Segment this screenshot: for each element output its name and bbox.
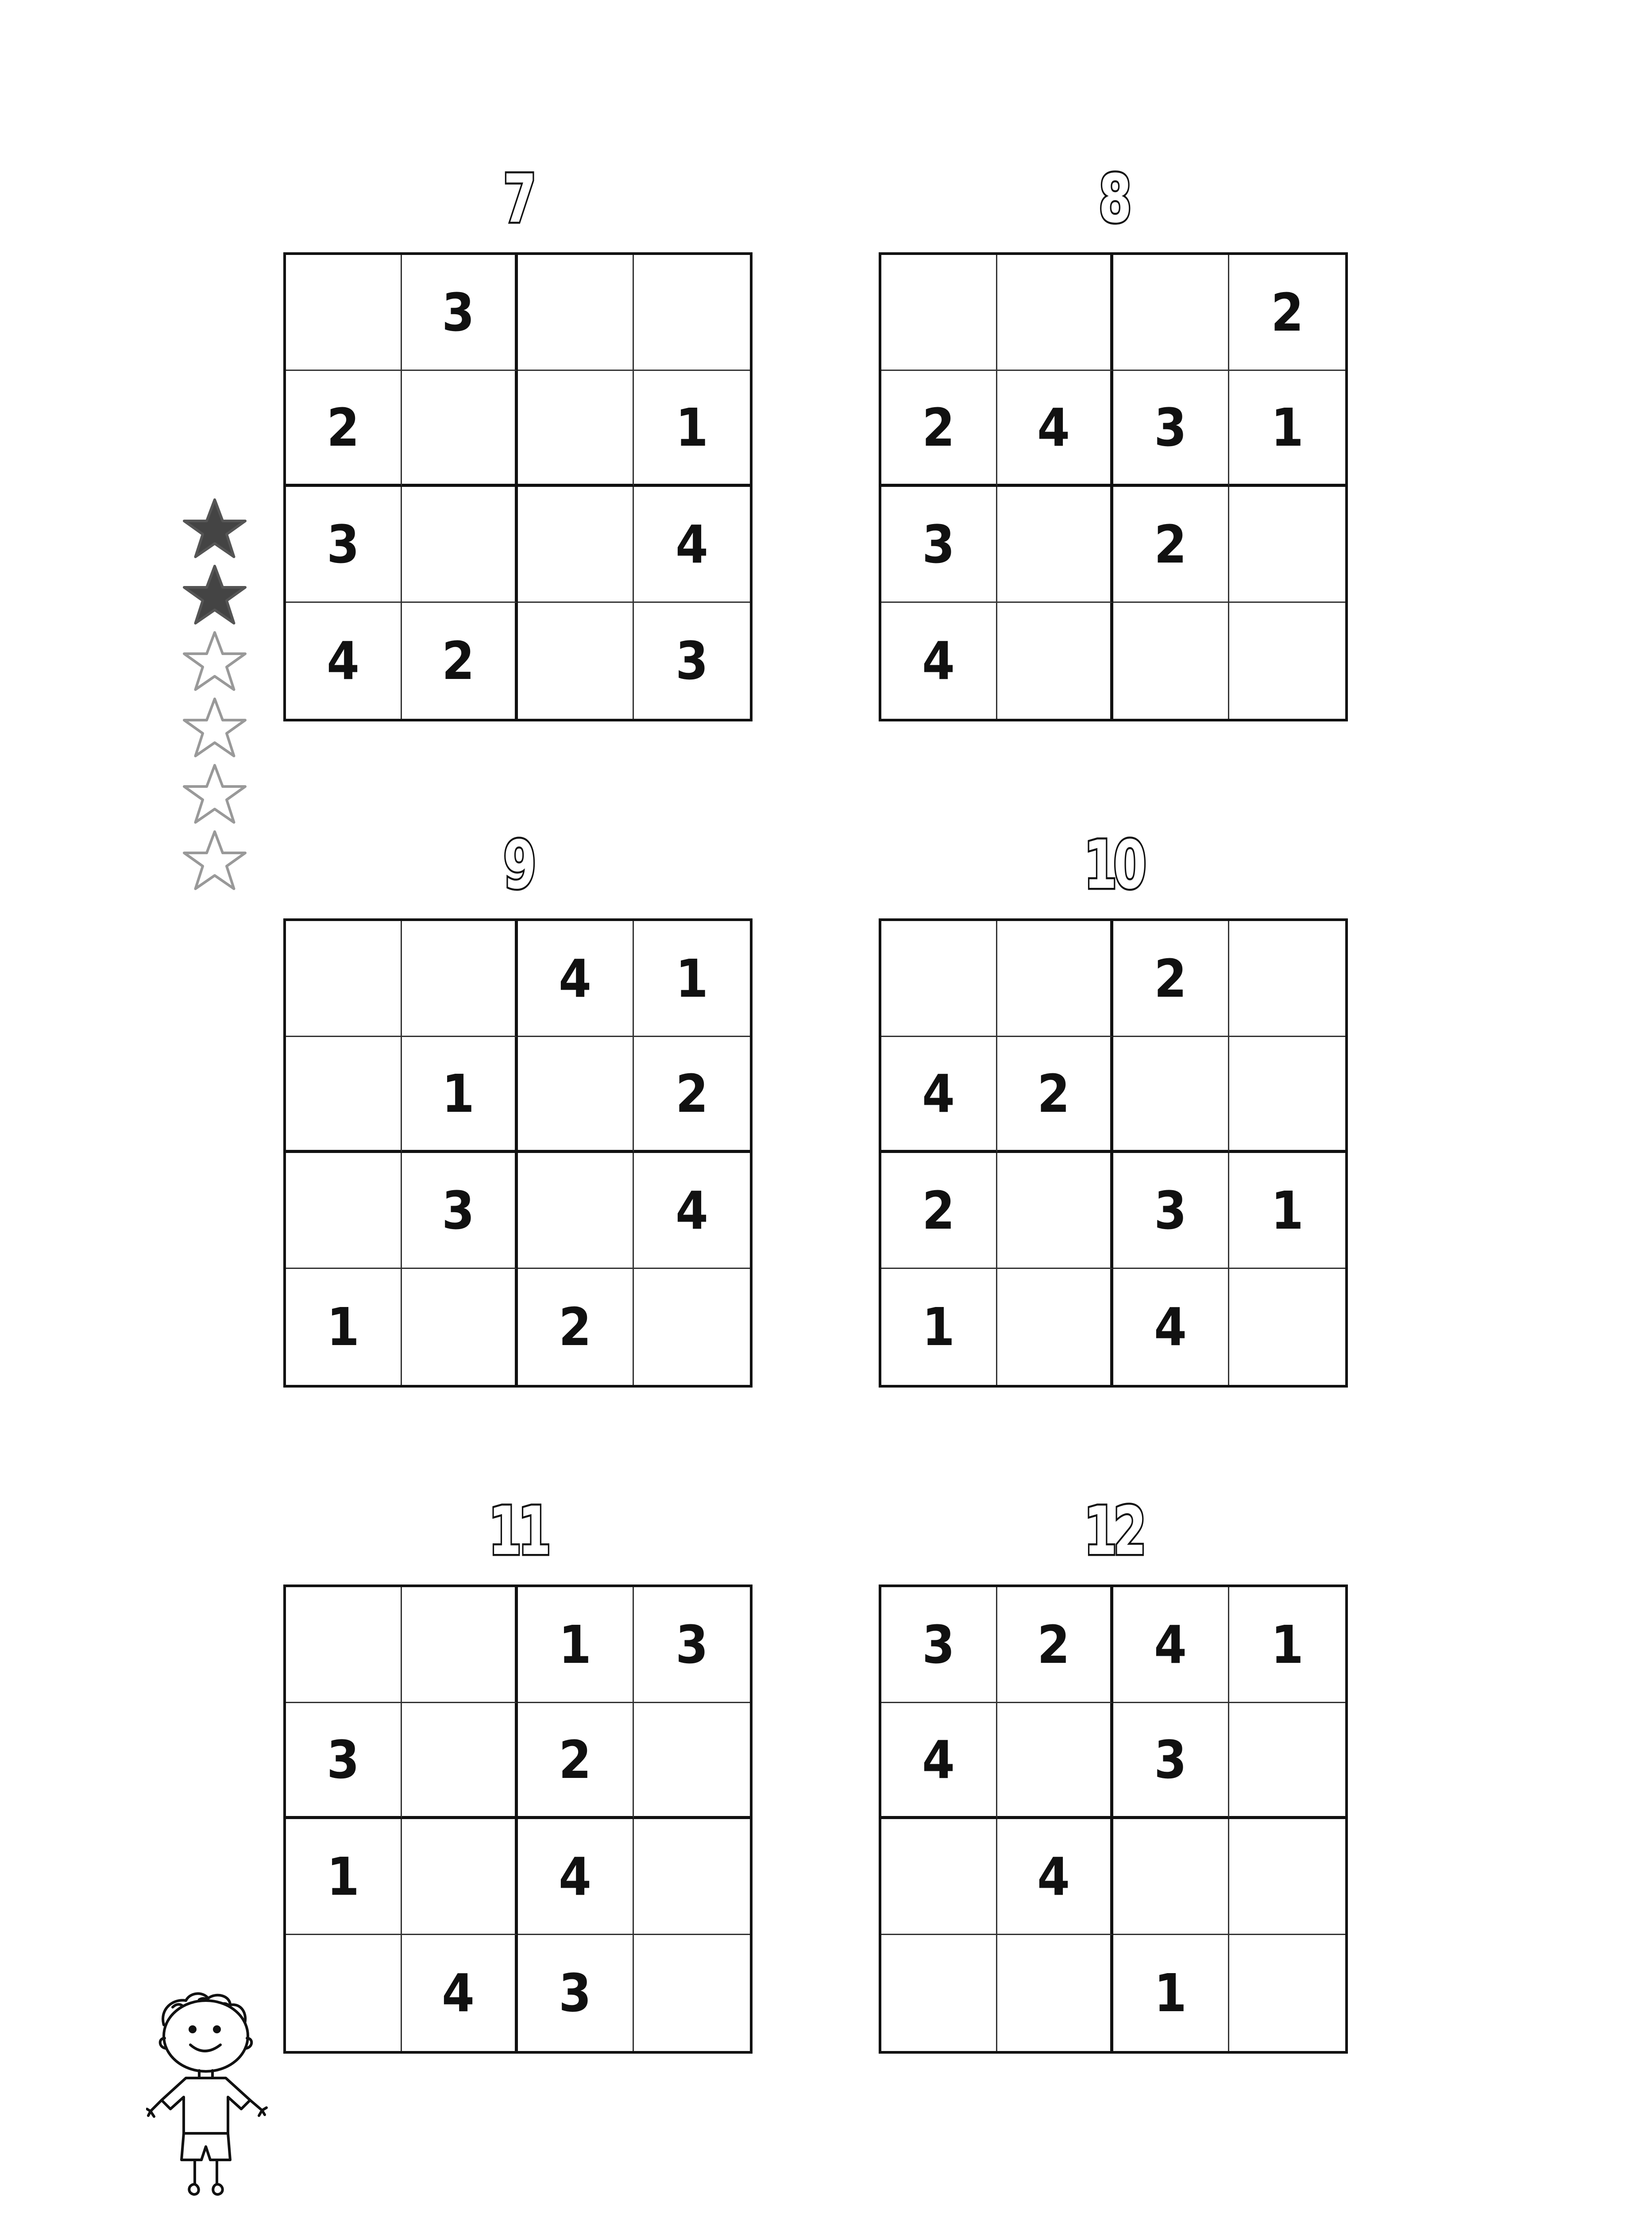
sudoku-grid [283,252,753,721]
grid-cell[interactable] [997,603,1113,719]
cell-digit: 3 [675,1614,708,1675]
puzzle-number: 11 [488,1493,548,1570]
sudoku-grid [283,1585,753,2054]
cell-digit: 3 [559,1962,592,2024]
grid-cell[interactable] [1113,1703,1229,1819]
puzzle-number: 12 [1084,1493,1143,1570]
sudoku-grid [879,918,1348,1388]
grid-cell[interactable] [518,603,634,719]
grid-cell[interactable] [518,487,634,603]
star-icon [181,628,248,695]
cell-digit: 1 [675,948,708,1009]
grid-cell[interactable] [997,487,1113,603]
grid-cell[interactable] [634,1935,750,2051]
grid-cell[interactable] [1229,487,1345,603]
cell-digit: 2 [442,630,475,691]
grid-cell[interactable] [286,603,402,719]
cell-digit: 1 [1271,1180,1304,1241]
cell-digit: 4 [1154,1614,1187,1675]
cell-digit: 1 [327,1846,360,1907]
grid-cell[interactable] [1229,921,1345,1037]
cell-digit: 3 [1154,1180,1187,1241]
star-icon [181,695,248,761]
grid-cell[interactable] [634,603,750,719]
sudoku-grid [283,918,753,1388]
grid-cell[interactable] [1229,1269,1345,1385]
grid-cell[interactable] [634,371,750,487]
grid-cell[interactable] [634,1037,750,1153]
grid-cell[interactable] [402,603,518,719]
grid-cell[interactable] [997,1819,1113,1935]
cell-digit: 2 [1037,1063,1070,1124]
grid-cell[interactable] [518,1587,634,1703]
cartoon-boy-icon [146,1983,292,2213]
grid-cell[interactable] [518,371,634,487]
puzzle-number: 9 [503,827,533,904]
cell-digit: 2 [1154,948,1187,1009]
cell-digit: 2 [922,1180,955,1241]
grid-cell[interactable] [286,1819,402,1935]
grid-cell[interactable] [881,1587,997,1703]
cell-digit: 3 [922,513,955,575]
grid-cell[interactable] [1113,1153,1229,1269]
cell-digit: 1 [1271,397,1304,458]
grid-cell[interactable] [1113,1587,1229,1703]
grid-cell[interactable] [881,1037,997,1153]
grid-cell[interactable] [997,1269,1113,1385]
cell-digit: 1 [1154,1962,1187,2024]
grid-cell[interactable] [1229,1037,1345,1153]
grid-cell[interactable] [997,1935,1113,2051]
puzzle-number: 10 [1084,827,1143,904]
cell-digit: 4 [559,1846,592,1907]
grid-cell[interactable] [997,1037,1113,1153]
cell-digit: 2 [675,1063,708,1124]
difficulty-rating [181,496,252,894]
cell-digit: 2 [1037,1614,1070,1675]
cell-digit: 3 [1154,397,1187,458]
grid-cell[interactable] [634,1819,750,1935]
grid-cell[interactable] [518,1819,634,1935]
grid-cell[interactable] [634,1703,750,1819]
grid-cell[interactable] [997,1153,1113,1269]
cell-digit: 1 [922,1296,955,1357]
cell-digit: 3 [327,1729,360,1790]
cell-digit: 3 [442,281,475,343]
grid-cell[interactable] [518,1153,634,1269]
cell-digit: 2 [327,397,360,458]
cell-digit: 3 [675,630,708,691]
grid-cell[interactable] [286,921,402,1037]
grid-cell[interactable] [881,1935,997,2051]
grid-cell[interactable] [1113,921,1229,1037]
cell-digit: 4 [675,513,708,575]
cell-digit: 4 [1037,1846,1070,1907]
cell-digit: 4 [1037,397,1070,458]
grid-cell[interactable] [1229,1935,1345,2051]
cell-digit: 4 [559,948,592,1009]
grid-cell[interactable] [634,1587,750,1703]
grid-cell[interactable] [881,255,997,371]
grid-cell[interactable] [286,255,402,371]
grid-cell[interactable] [1113,603,1229,719]
grid-cell[interactable] [286,1703,402,1819]
grid-cell[interactable] [1113,371,1229,487]
sudoku-grid [879,1585,1348,2054]
grid-cell[interactable] [634,921,750,1037]
star-icon [181,828,248,894]
grid-cell[interactable] [634,255,750,371]
grid-cell[interactable] [518,1935,634,2051]
cell-digit: 1 [559,1614,592,1675]
cell-digit: 3 [327,513,360,575]
grid-cell[interactable] [1229,603,1345,719]
grid-cell[interactable] [402,1935,518,2051]
grid-cell[interactable] [286,1587,402,1703]
grid-cell[interactable] [518,1037,634,1153]
grid-cell[interactable] [286,1037,402,1153]
cell-digit: 3 [1154,1729,1187,1790]
cell-digit: 4 [1154,1296,1187,1357]
grid-cell[interactable] [286,1153,402,1269]
cell-digit: 1 [442,1063,475,1124]
cell-digit: 2 [1271,281,1304,343]
grid-cell[interactable] [402,921,518,1037]
grid-cell[interactable] [1229,1587,1345,1703]
grid-cell[interactable] [881,1819,997,1935]
grid-cell[interactable] [997,921,1113,1037]
grid-cell[interactable] [286,371,402,487]
grid-cell[interactable] [402,487,518,603]
cell-digit: 1 [675,397,708,458]
grid-cell[interactable] [518,921,634,1037]
grid-cell[interactable] [1229,371,1345,487]
grid-cell[interactable] [518,1269,634,1385]
cell-digit: 2 [922,397,955,458]
grid-cell[interactable] [402,371,518,487]
grid-cell[interactable] [1113,1037,1229,1153]
grid-cell[interactable] [518,1703,634,1819]
cell-digit: 4 [675,1180,708,1241]
star-icon [181,761,248,828]
cell-digit: 4 [442,1962,475,2024]
grid-cell[interactable] [997,1587,1113,1703]
grid-cell[interactable] [634,487,750,603]
grid-cell[interactable] [881,921,997,1037]
grid-cell[interactable] [1113,1935,1229,2051]
grid-cell[interactable] [881,1153,997,1269]
cell-digit: 1 [327,1296,360,1357]
cell-digit: 1 [1271,1614,1304,1675]
grid-cell[interactable] [1113,255,1229,371]
grid-cell[interactable] [881,487,997,603]
cell-digit: 3 [922,1614,955,1675]
grid-cell[interactable] [286,1935,402,2051]
grid-cell[interactable] [881,371,997,487]
grid-cell[interactable] [1229,1153,1345,1269]
grid-cell[interactable] [402,1153,518,1269]
grid-cell[interactable] [997,255,1113,371]
grid-cell[interactable] [402,1037,518,1153]
grid-cell[interactable] [997,371,1113,487]
sudoku-grid [879,252,1348,721]
cell-digit: 2 [1154,513,1187,575]
puzzle-number: 7 [503,161,533,238]
cell-digit: 2 [559,1296,592,1357]
cell-digit: 4 [922,1063,955,1124]
grid-cell[interactable] [1229,255,1345,371]
grid-cell[interactable] [1229,1819,1345,1935]
grid-cell[interactable] [286,487,402,603]
cell-digit: 4 [922,630,955,691]
puzzle-number: 8 [1098,161,1128,238]
grid-cell[interactable] [402,1269,518,1385]
grid-cell[interactable] [997,1703,1113,1819]
cell-digit: 4 [922,1729,955,1790]
cell-digit: 4 [327,630,360,691]
star-icon [181,496,248,562]
grid-cell[interactable] [881,603,997,719]
grid-cell[interactable] [402,255,518,371]
grid-cell[interactable] [1113,487,1229,603]
grid-cell[interactable] [1229,1703,1345,1819]
grid-cell[interactable] [402,1703,518,1819]
grid-cell[interactable] [881,1703,997,1819]
grid-cell[interactable] [634,1153,750,1269]
grid-cell[interactable] [518,255,634,371]
cell-digit: 3 [442,1180,475,1241]
grid-cell[interactable] [1113,1269,1229,1385]
cell-digit: 2 [559,1729,592,1790]
grid-cell[interactable] [634,1269,750,1385]
grid-cell[interactable] [402,1587,518,1703]
grid-cell[interactable] [1113,1819,1229,1935]
grid-cell[interactable] [402,1819,518,1935]
star-icon [181,562,248,628]
grid-cell[interactable] [286,1269,402,1385]
grid-cell[interactable] [881,1269,997,1385]
